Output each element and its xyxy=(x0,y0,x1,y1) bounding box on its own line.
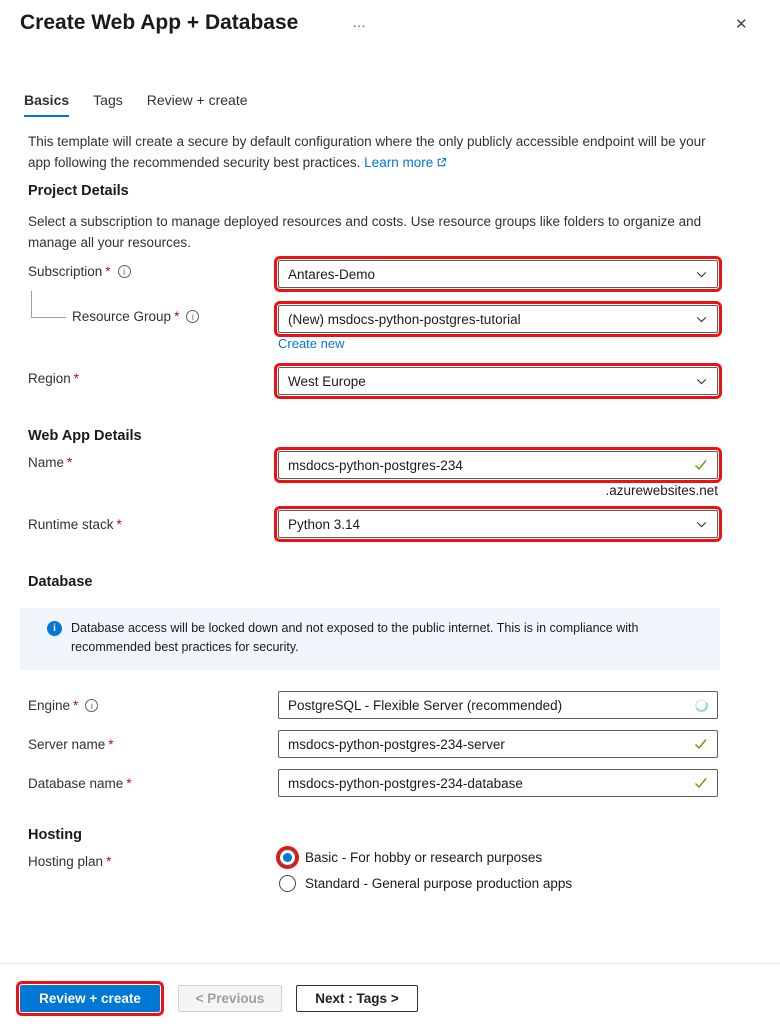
info-icon[interactable]: i xyxy=(118,265,131,278)
chevron-down-icon xyxy=(695,313,708,326)
label-resource-group: Resource Group * i xyxy=(72,309,199,324)
learn-more-link[interactable]: Learn more xyxy=(364,155,447,170)
chevron-down-icon xyxy=(695,268,708,281)
engine-input[interactable]: PostgreSQL - Flexible Server (recommended) xyxy=(278,691,718,719)
tab-bar xyxy=(24,92,248,117)
project-details-description: Select a subscription to manage deployed resources and costs. Use resource groups like folders to organize and manage all your resources. xyxy=(28,214,702,250)
database-name-input[interactable]: msdocs-python-postgres-234-database xyxy=(278,769,718,797)
subscription-dropdown[interactable]: Antares-Demo xyxy=(278,260,718,288)
runtime-stack-dropdown[interactable]: Python 3.14 xyxy=(278,510,718,538)
section-heading-web-app-details: Web App Details xyxy=(28,428,142,444)
valid-check-icon xyxy=(694,738,708,750)
required-asterisk: * xyxy=(105,264,111,279)
label-name: Name * xyxy=(28,455,73,470)
section-heading-project-details: Project Details xyxy=(28,183,129,199)
external-link-icon xyxy=(436,153,447,174)
label-server-name: Server name * xyxy=(28,737,114,752)
info-banner-text: Database access will be locked down and not exposed to the public internet. This is in compliance with recommended best practices for security. xyxy=(71,621,639,654)
radio-button-selected[interactable] xyxy=(279,849,296,866)
ellipsis-icon: … xyxy=(352,14,367,30)
tab-basics[interactable]: Basics xyxy=(24,92,69,117)
required-asterisk: * xyxy=(174,309,180,324)
info-banner xyxy=(20,608,720,670)
chevron-down-icon xyxy=(695,518,708,531)
required-asterisk: * xyxy=(73,698,79,713)
radio-button-unselected[interactable] xyxy=(279,875,296,892)
required-asterisk: * xyxy=(106,854,112,869)
section-heading-hosting: Hosting xyxy=(28,827,82,843)
required-asterisk: * xyxy=(67,455,73,470)
tab-tags[interactable]: Tags xyxy=(93,92,123,108)
intro-text: This template will create a secure by default configuration where the only publicly accessible endpoint will be your app following the recommended security best practices. Learn more xyxy=(28,131,728,174)
info-icon[interactable]: i xyxy=(186,310,199,323)
previous-button: < Previous xyxy=(178,985,282,1012)
required-asterisk: * xyxy=(126,776,132,791)
more-options-button[interactable] xyxy=(352,14,367,30)
label-region: Region * xyxy=(28,371,80,386)
close-button[interactable] xyxy=(733,13,750,35)
resource-group-dropdown[interactable]: (New) msdocs-python-postgres-tutorial xyxy=(278,305,718,333)
server-name-input[interactable]: msdocs-python-postgres-234-server xyxy=(278,730,718,758)
hierarchy-connector-line xyxy=(31,291,66,318)
name-input[interactable]: msdocs-python-postgres-234 xyxy=(278,451,718,479)
label-runtime-stack: Runtime stack * xyxy=(28,517,122,532)
create-new-link[interactable]: Create new xyxy=(278,336,345,351)
section-heading-database: Database xyxy=(28,574,93,590)
domain-suffix: .azurewebsites.net xyxy=(605,483,718,498)
next-tags-button[interactable]: Next : Tags > xyxy=(296,985,418,1012)
info-filled-icon: i xyxy=(47,621,62,636)
valid-check-icon xyxy=(694,777,708,789)
close-icon: ✕ xyxy=(735,16,748,33)
label-database-name: Database name * xyxy=(28,776,132,791)
required-asterisk: * xyxy=(108,737,114,752)
info-icon[interactable]: i xyxy=(85,699,98,712)
required-asterisk: * xyxy=(73,371,80,386)
label-hosting-plan: Hosting plan * xyxy=(28,854,112,869)
valid-check-icon xyxy=(694,459,708,471)
region-dropdown[interactable]: West Europe xyxy=(278,367,718,395)
required-asterisk: * xyxy=(116,517,122,532)
label-subscription: Subscription * i xyxy=(28,264,131,279)
footer-divider xyxy=(0,963,780,964)
loading-spinner-icon xyxy=(694,697,710,713)
chevron-down-icon xyxy=(695,375,708,388)
review-create-button[interactable]: Review + create xyxy=(20,985,160,1012)
radio-option-standard[interactable]: Standard - General purpose production apps xyxy=(279,875,572,892)
label-engine: Engine * i xyxy=(28,698,98,713)
radio-option-basic[interactable]: Basic - For hobby or research purposes xyxy=(279,849,542,866)
tab-review-create[interactable]: Review + create xyxy=(146,92,248,108)
page-title: Create Web App + Database xyxy=(20,11,299,34)
